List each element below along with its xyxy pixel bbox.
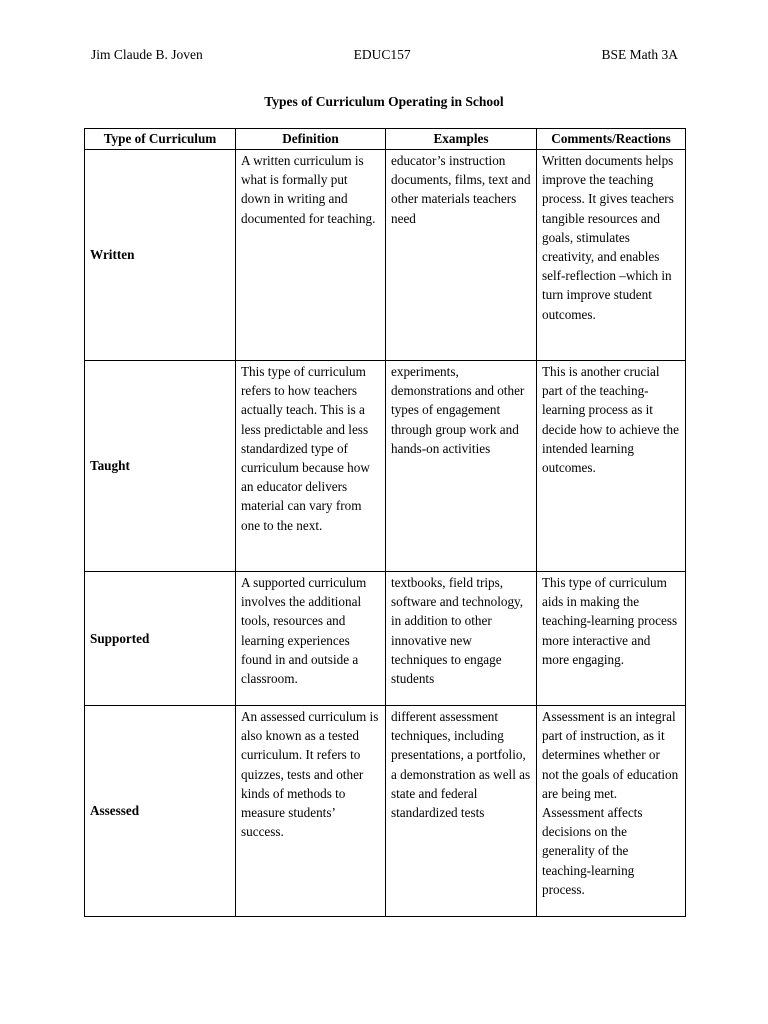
author-name: Jim Claude B. Joven bbox=[91, 47, 203, 62]
examples-cell: experiments, demonstrations and other types of engagement through group work and hands-on activities bbox=[386, 361, 537, 572]
column-header: Type of Curriculum bbox=[85, 129, 236, 150]
column-header: Definition bbox=[236, 129, 386, 150]
definition-cell: An assessed curriculum is also known as a tested curriculum. It refers to quizzes, tests and other kinds of methods to measure students’ success. bbox=[236, 706, 386, 917]
curriculum-table bbox=[84, 128, 686, 917]
column-header: Examples bbox=[386, 129, 537, 150]
column-header: Comments/Reactions bbox=[537, 129, 686, 150]
class-section: BSE Math 3A bbox=[601, 47, 678, 62]
course-code: EDUC157 bbox=[353, 47, 411, 62]
definition-cell: A supported curriculum involves the additional tools, resources and learning experiences found in and outside a classroom. bbox=[236, 572, 386, 706]
curriculum-type: Supported bbox=[85, 572, 236, 706]
definition-cell: This type of curriculum refers to how teachers actually teach. This is a less predictable and less standardized type of curriculum because how an educator delivers material can vary from one to the next. bbox=[236, 361, 386, 572]
table-row bbox=[85, 706, 686, 917]
examples-cell: different assessment techniques, including presentations, a portfolio, a demonstration as well as state and federal standardized tests bbox=[386, 706, 537, 917]
document-title: Types of Curriculum Operating in School bbox=[264, 94, 504, 109]
comments-cell: Written documents helps improve the teaching process. It gives teachers tangible resources and goals, stimulates creativity, and enables self-reflection –which in turn improve student outcomes. bbox=[537, 150, 686, 361]
examples-cell: educator’s instruction documents, films, text and other materials teachers need bbox=[386, 150, 537, 361]
curriculum-type: Taught bbox=[85, 361, 236, 572]
definition-cell: A written curriculum is what is formally put down in writing and documented for teaching. bbox=[236, 150, 386, 361]
curriculum-type: Assessed bbox=[85, 706, 236, 917]
table-row bbox=[85, 361, 686, 572]
table-header-row bbox=[85, 129, 686, 150]
comments-cell: Assessment is an integral part of instruction, as it determines whether or not the goals of education are being met. Assessment affects decisions on the generality of the teaching-learning process. bbox=[537, 706, 686, 917]
comments-cell: This is another crucial part of the teaching-learning process as it decide how to achieve the intended learning outcomes. bbox=[537, 361, 686, 572]
examples-cell: textbooks, field trips, software and technology, in addition to other innovative new techniques to engage students bbox=[386, 572, 537, 706]
comments-cell: This type of curriculum aids in making the teaching-learning process more interactive and more engaging. bbox=[537, 572, 686, 706]
table-row bbox=[85, 150, 686, 361]
table-row bbox=[85, 572, 686, 706]
page-header bbox=[91, 46, 678, 64]
curriculum-type: Written bbox=[85, 150, 236, 361]
